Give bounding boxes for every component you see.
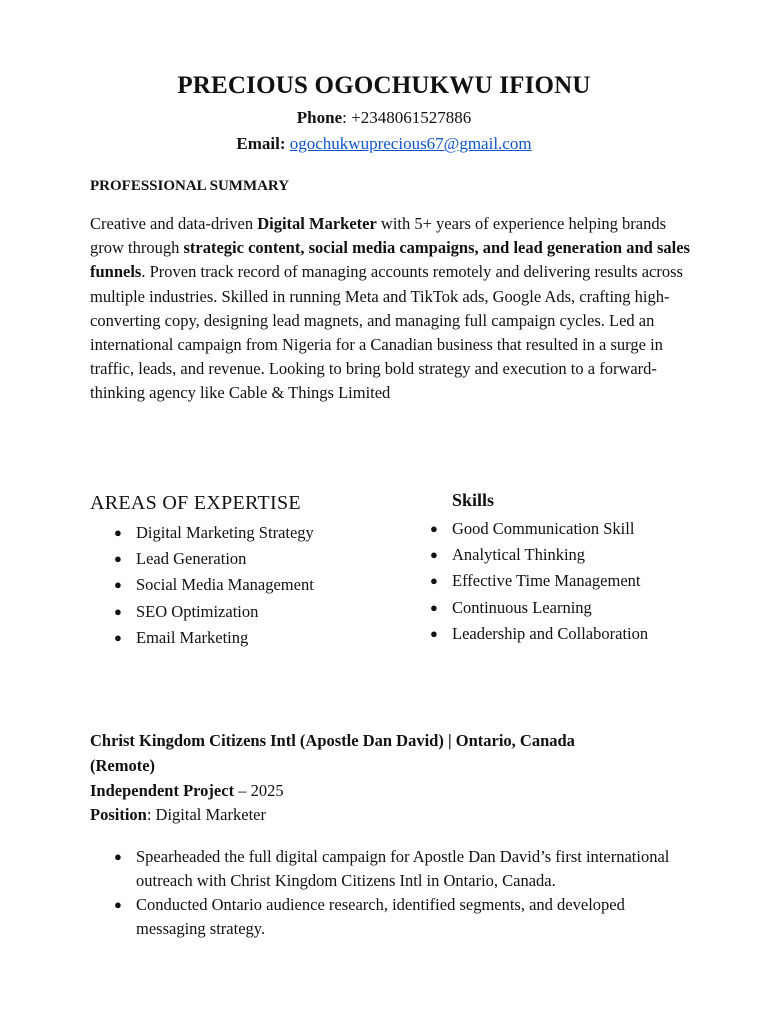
list-item	[430, 595, 648, 621]
summary-bold-1: Digital Marketer	[257, 214, 377, 233]
expertise-item: SEO Optimization	[136, 601, 259, 621]
position-label: Position	[90, 805, 147, 824]
bullet-icon: ●	[114, 551, 122, 567]
summary-heading: PROFESSIONAL SUMMARY	[90, 178, 290, 194]
phone-line	[0, 108, 768, 128]
email-link[interactable]: ogochukwuprecious67@gmail.com	[289, 134, 532, 153]
expertise-list	[114, 520, 314, 651]
summary-text-1: Creative and data-driven	[90, 214, 258, 233]
skill-item: Effective Time Management	[452, 571, 641, 591]
candidate-name: PRECIOUS OGOCHUKWU IFIONU	[177, 72, 591, 99]
list-item	[114, 845, 696, 893]
bullet-icon: ●	[114, 897, 122, 912]
email-label: Email:	[236, 134, 286, 153]
duty-text: Conducted Ontario audience research, identified segments, and developed messaging strategy.	[136, 895, 625, 938]
summary-bold-2: strategic content, social media campaigns, and lead generation and sales funnels	[90, 238, 690, 282]
list-item	[114, 625, 314, 651]
list-item	[114, 520, 314, 546]
skill-item: Good Communication Skill	[452, 519, 635, 538]
list-item	[430, 568, 648, 594]
bullet-icon: ●	[430, 599, 438, 615]
experience-organization: Christ Kingdom Citizens Intl (Apostle Dan David) | Ontario, Canada (Remote)	[90, 731, 575, 775]
bullet-icon: ●	[430, 521, 438, 536]
expertise-item: Social Media Management	[136, 575, 314, 595]
bullet-icon: ●	[430, 547, 438, 563]
expertise-item: Lead Generation	[136, 549, 247, 569]
list-item	[114, 572, 314, 598]
phone-value: : +2348061527886	[342, 108, 472, 127]
duties-list	[114, 845, 696, 941]
summary-text-3: . Proven track record of managing accounts remotely and delivering results across multiple industries. Skilled in running Meta and TikTok ads, Google Ads, crafting high-converting copy, designing lead magnets, and managing full campaign cycles. Led an international campaign from Nigeria for a Canadian business that resulted in a surge in traffic, leads, and revenue. Looking to bring bold strategy and execution to a forward-thinking agency like Cable & Things Limited	[90, 262, 683, 403]
experience-project-line	[90, 778, 284, 803]
list-item	[430, 542, 648, 568]
list-item	[114, 599, 314, 625]
list-item	[430, 516, 648, 542]
expertise-item: Digital Marketing Strategy	[136, 523, 314, 542]
list-item	[430, 621, 649, 647]
skill-item: Continuous Learning	[452, 597, 592, 617]
email-line	[0, 134, 768, 154]
skill-item: Leadership and Collaboration	[452, 623, 649, 643]
bullet-icon: ●	[114, 525, 122, 540]
skills-heading: Skills	[452, 490, 495, 510]
summary-paragraph	[90, 212, 690, 406]
expertise-heading: AREAS OF EXPERTISE	[90, 492, 301, 514]
list-item	[114, 893, 696, 941]
bullet-icon: ●	[430, 573, 438, 589]
position-value: : Digital Marketer	[146, 805, 266, 824]
project-label: Independent Project	[90, 781, 235, 800]
duty-text: Spearheaded the full digital campaign for Apostle Dan David’s first international outreach with Christ Kingdom Citizens Intl in Ontario, Canada.	[136, 847, 670, 890]
skill-item: Analytical Thinking	[452, 545, 586, 565]
bullet-icon: ●	[114, 629, 122, 645]
experience-position-line	[90, 802, 266, 827]
skills-list	[430, 516, 649, 647]
bullet-icon: ●	[114, 849, 122, 864]
expertise-item: Email Marketing	[136, 627, 249, 647]
bullet-icon: ●	[430, 625, 438, 641]
bullet-icon: ●	[114, 577, 122, 593]
bullet-icon: ●	[114, 603, 122, 619]
project-value: – 2025	[234, 781, 284, 800]
summary-text-2: with 5+ years of experience helping brands grow through	[90, 214, 667, 258]
phone-label: Phone	[296, 108, 343, 127]
list-item	[114, 546, 314, 572]
